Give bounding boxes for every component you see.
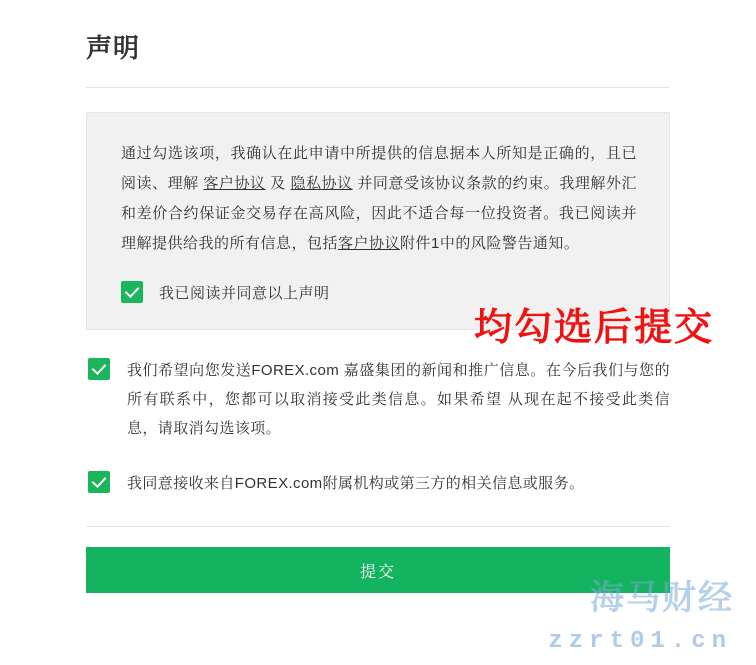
customer-agreement-link-2[interactable]: 客户协议 xyxy=(338,235,401,252)
declaration-text-part2: 及 xyxy=(265,175,291,192)
third-party-optin-checkbox[interactable] xyxy=(88,471,110,493)
watermark-sub: zzrt01.cn xyxy=(548,628,732,655)
marketing-optin-label: 我们希望向您发送FOREX.com 嘉盛集团的新闻和推广信息。在今后我们与您的所有联系中，您都可以取消接受此类信息。如果希望 从现在起不接受此类信息，请取消勾选该项。 xyxy=(127,362,670,437)
agree-declaration-checkbox[interactable] xyxy=(121,281,143,303)
customer-agreement-link[interactable]: 客户协议 xyxy=(203,175,266,192)
agree-declaration-row[interactable] xyxy=(121,281,637,303)
watermark-main: 海马财经 xyxy=(590,579,734,617)
declaration-text xyxy=(121,139,637,259)
annotation-text: 均勾选后提交 xyxy=(473,307,714,349)
bottom-divider xyxy=(86,526,670,527)
submit-button[interactable]: 提交 xyxy=(86,547,670,593)
declaration-text-part3: 并同意受该协议条款的约束。我理解外汇和差价合约保证金交易存在高风险，因此不适合每一位投资者。我已阅读并理解提供给我的所有信息，包括 xyxy=(121,175,637,252)
declaration-text-part1: 通过勾选该项，我确认在此申请中所提供的信息据本人所知是正确的，且已阅读、理解 xyxy=(121,145,637,192)
page-title: 声明 xyxy=(86,33,141,63)
declaration-box xyxy=(86,112,670,330)
declaration-text-part4: 附件1中的风险警告通知。 xyxy=(400,235,580,252)
marketing-optin-row[interactable] xyxy=(86,356,670,443)
privacy-agreement-link[interactable]: 隐私协议 xyxy=(290,175,353,192)
third-party-optin-row[interactable] xyxy=(86,469,670,498)
title-divider xyxy=(86,87,670,88)
marketing-optin-checkbox[interactable] xyxy=(88,358,110,380)
agree-declaration-label: 我已阅读并同意以上声明 xyxy=(159,284,330,302)
third-party-optin-label: 我同意接收来自FOREX.com附属机构或第三方的相关信息或服务。 xyxy=(127,475,585,492)
